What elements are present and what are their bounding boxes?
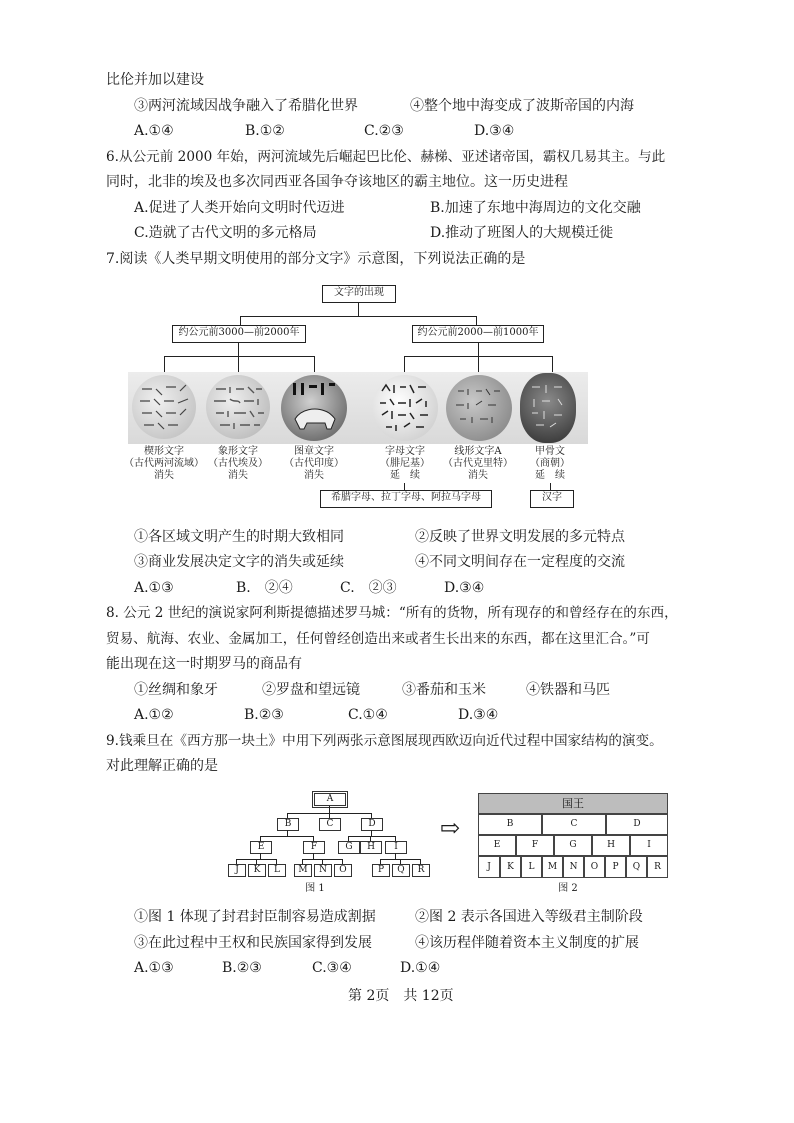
cell-i: I	[630, 835, 668, 856]
q8-choice-b[interactable]: B.②③	[244, 707, 284, 723]
script-4-label: 字母文字 （腓尼基） 延 续	[380, 446, 430, 481]
right-period-box: 约公元前2000—前1000年	[412, 325, 544, 343]
cell-r: R	[647, 856, 668, 878]
cell-f: F	[516, 835, 554, 856]
node-o: O	[334, 864, 352, 877]
q6-choice-c[interactable]: C.造就了古代文明的多元格局	[134, 225, 317, 241]
node-c: C	[319, 818, 341, 831]
cell-l: L	[521, 856, 542, 878]
q7-choice-d[interactable]: D.③④	[444, 580, 485, 596]
cell-m: M	[542, 856, 563, 878]
q6-choice-a[interactable]: A.促进了人类开始向文明时代迈进	[134, 200, 345, 216]
node-b: B	[277, 818, 299, 831]
q8-stem-2: 贸易、航海、农业、金属加工，任何曾经创造出来或者生长出来的东西，都在这里汇合。”可	[106, 631, 650, 647]
cell-c: C	[542, 814, 606, 835]
cell-h: H	[592, 835, 630, 856]
connector	[238, 342, 239, 356]
q8-choice-d[interactable]: D.③④	[458, 707, 499, 723]
q9-option-4: ④该历程伴随着资本主义制度的扩展	[415, 935, 639, 951]
q9-choice-d[interactable]: D.①④	[400, 960, 441, 976]
cell-n: N	[563, 856, 584, 878]
q5-choice-c[interactable]: C.②③	[364, 123, 404, 139]
cell-o: O	[584, 856, 605, 878]
q8-stem-3: 能出现在这一时期罗马的商品有	[106, 656, 302, 672]
node-f: F	[303, 841, 325, 854]
q5-choice-b[interactable]: B.①②	[245, 123, 285, 139]
left-period-box: 约公元前3000—前2000年	[172, 325, 306, 343]
node-r: R	[412, 864, 430, 877]
node-n: N	[314, 864, 332, 877]
q9-choice-a[interactable]: A.①③	[134, 960, 174, 976]
node-p: P	[372, 864, 390, 877]
q5-option-4: ④整个地中海变成了波斯帝国的内海	[410, 98, 634, 114]
cell-k: K	[500, 856, 521, 878]
figure-2-caption: 图 2	[558, 883, 578, 894]
q8-option-3: ③番茄和玉米	[402, 682, 486, 698]
node-l: L	[268, 864, 286, 877]
q7-option-2: ②反映了世界文明发展的多元特点	[415, 529, 625, 545]
node-m: M	[294, 864, 312, 877]
q7-choice-b[interactable]: B. ②④	[236, 580, 293, 596]
q9-option-2: ②图 2 表示各国进入等级君主制阶段	[415, 909, 643, 925]
transition-arrow-icon: ⇨	[440, 814, 461, 842]
page-footer: 第 2页 共 12页	[348, 988, 454, 1004]
cell-j: J	[478, 856, 500, 878]
q9-option-1: ①图 1 体现了封君封臣制容易造成割据	[134, 909, 376, 925]
script-1-label: 楔形文字 （古代两河流域） 消失	[124, 446, 204, 481]
connector	[240, 316, 476, 317]
node-k: K	[248, 864, 266, 877]
q8-choice-c[interactable]: C.①④	[348, 707, 388, 723]
q5-line: 比伦并加以建设	[106, 72, 204, 88]
hieroglyph-image	[206, 375, 270, 439]
seal-script-image	[281, 375, 347, 441]
script-5-label: 线形文字A （古代克里特） 消失	[443, 446, 513, 481]
script-2-label: 象形文字 （古代埃及） 消失	[208, 446, 268, 481]
cell-q: Q	[626, 856, 647, 878]
king-cell: 国王	[478, 793, 668, 814]
node-a: A	[314, 793, 346, 806]
cell-e: E	[478, 835, 516, 856]
connector	[358, 302, 359, 316]
q8-option-1: ①丝绸和象牙	[134, 682, 218, 698]
root-box: 文字的出现	[322, 285, 396, 303]
image-strip	[128, 372, 588, 444]
node-h: H	[360, 841, 382, 854]
q5-choice-a[interactable]: A.①④	[134, 123, 174, 139]
node-e: E	[250, 841, 272, 854]
cell-p: P	[605, 856, 626, 878]
q7-stem: 7.阅读《人类早期文明使用的部分文字》示意图，下列说法正确的是	[106, 251, 526, 267]
cuneiform-tablet-image	[132, 375, 196, 439]
q8-option-2: ②罗盘和望远镜	[262, 682, 360, 698]
q7-choice-c[interactable]: C. ②③	[340, 580, 397, 596]
script-6-label: 甲骨文 （商朝） 延 续	[530, 446, 570, 481]
node-d: D	[361, 818, 383, 831]
q8-choice-a[interactable]: A.①②	[134, 707, 174, 723]
q7-choice-a[interactable]: A.①③	[134, 580, 174, 596]
q9-choice-b[interactable]: B.②③	[222, 960, 262, 976]
cell-g: G	[554, 835, 592, 856]
q8-option-4: ④铁器和马匹	[526, 682, 610, 698]
connector	[240, 316, 241, 325]
node-q: Q	[392, 864, 410, 877]
q8-stem-1: 8. 公元 2 世纪的演说家阿利斯提德描述罗马城：“所有的货物，所有现存的和曾经存在的东西，	[106, 605, 678, 621]
node-i: I	[385, 841, 407, 854]
oracle-bone-image	[520, 373, 576, 443]
linear-a-image	[446, 375, 512, 441]
q5-option-3: ③两河流域因战争融入了希腊化世界	[134, 98, 358, 114]
q6-choice-b[interactable]: B.加速了东地中海周边的文化交融	[430, 200, 641, 216]
chinese-characters-box: 汉字	[530, 490, 574, 508]
alphabet-image	[372, 375, 438, 441]
q6-stem-1: 6.从公元前 2000 年始，两河流域先后崛起巴比伦、赫梯、亚述诸帝国，霸权几易其主。与此	[106, 149, 666, 165]
node-j: J	[228, 864, 246, 877]
q7-option-4: ④不同文明间存在一定程度的交流	[415, 554, 625, 570]
cell-d: D	[606, 814, 668, 835]
cell-b: B	[478, 814, 542, 835]
script-3-label: 图章文字 （古代印度） 消失	[284, 446, 344, 481]
q9-choice-c[interactable]: C.③④	[312, 960, 352, 976]
q9-option-3: ③在此过程中王权和民族国家得到发展	[134, 935, 372, 951]
node-g: G	[338, 841, 360, 854]
q5-choice-d[interactable]: D.③④	[474, 123, 515, 139]
q6-stem-2: 同时，北非的埃及也多次同西亚各国争夺该地区的霸主地位。这一历史进程	[106, 174, 568, 190]
q7-option-1: ①各区域文明产生的时期大致相同	[134, 529, 344, 545]
figure-1-caption: 图 1	[305, 883, 325, 894]
q7-option-3: ③商业发展决定文字的消失或延续	[134, 554, 344, 570]
connector	[476, 316, 477, 325]
connector	[164, 356, 314, 357]
q6-choice-d[interactable]: D.推动了班图人的大规模迁徙	[430, 225, 614, 241]
connector	[478, 342, 479, 356]
q9-stem-2: 对此理解正确的是	[106, 758, 218, 774]
derived-alphabets-box: 希腊字母、拉丁字母、阿拉马字母	[320, 490, 492, 508]
q9-stem-1: 9.钱乘旦在《西方那一块土》中用下列两张示意图展现西欧迈向近代过程中国家结构的演变。	[106, 733, 663, 749]
